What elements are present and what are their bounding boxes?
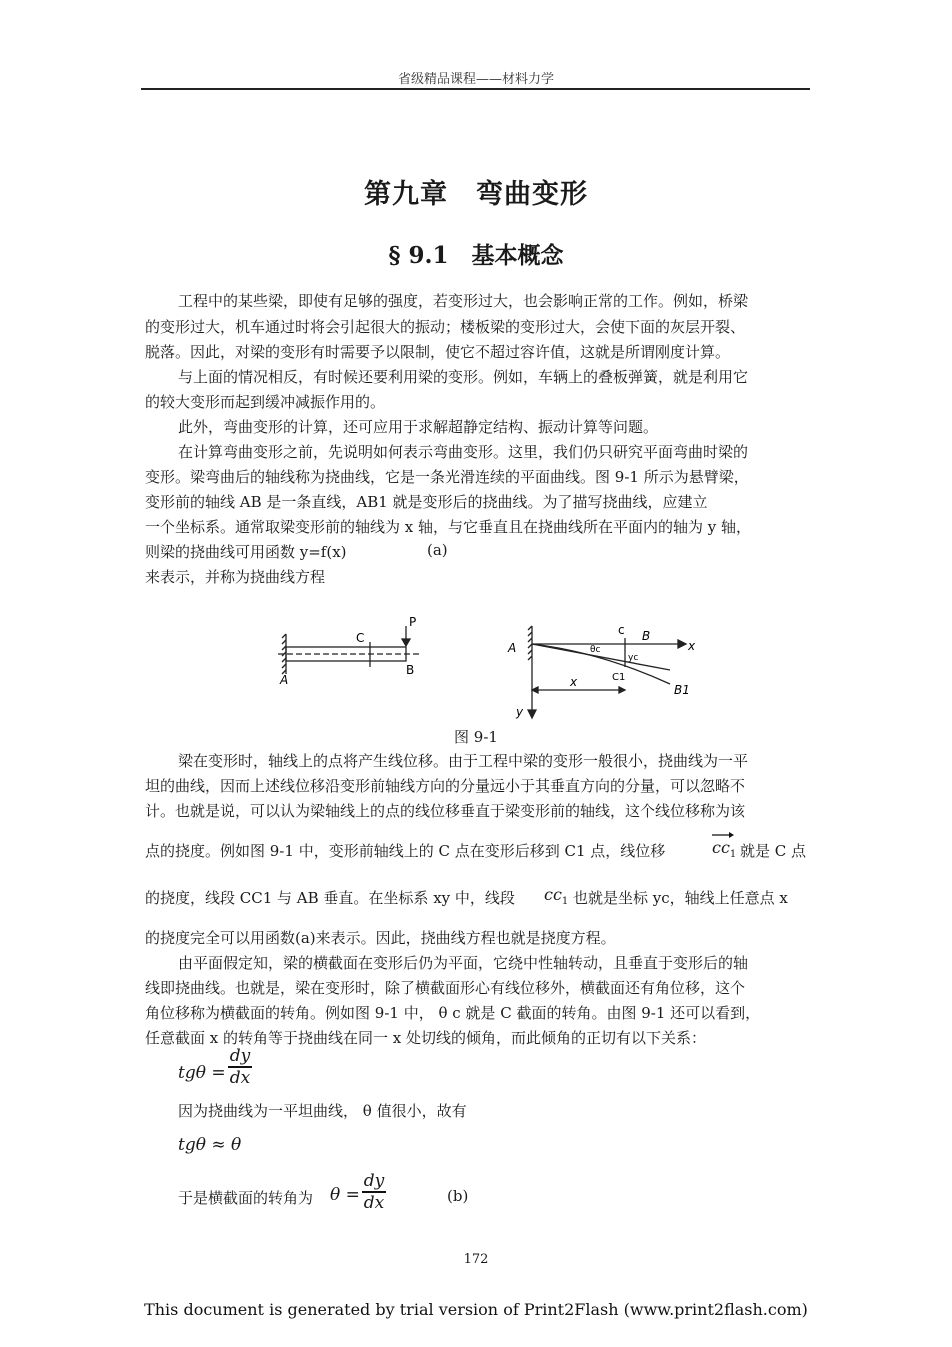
equation-theta-fraction <box>362 1172 386 1212</box>
text-line: 在计算弯曲变形之前，先说明如何表示弯曲变形。这里，我们仍只研究平面弯曲时梁的 <box>178 443 749 461</box>
fig-label-theta-c: θc <box>590 645 601 655</box>
text-line: 由平面假定知，梁的横截面在变形后仍为平面，它绕中性轴转动，且垂直于变形后的轴 <box>178 954 749 972</box>
text-line: 变形。梁弯曲后的轴线称为挠曲线，它是一条光滑连续的平面曲线。图 9-1 所示为悬臂梁， <box>145 468 749 486</box>
text-line-tail: 也就是坐标 yc，轴线上任意点 x <box>573 889 788 907</box>
page-header: 省级精品课程——材料力学 <box>397 72 554 87</box>
header-rule <box>141 88 810 90</box>
text-line: 的变形过大，机车通过时将会引起很大的振动；楼板梁的变形过大，会使下面的灰层开裂、 <box>145 318 746 336</box>
figure-9-1 <box>270 612 710 720</box>
fig-label-c2: c <box>618 623 625 637</box>
text-line: 梁在变形时，轴线上的点将产生线位移。由于工程中梁的变形一般很小，挠曲线为一平 <box>178 752 749 770</box>
text-line: 任意截面 x 的转角等于挠曲线在同一 x 处切线的倾角，而此倾角的正切有以下关系： <box>145 1029 706 1047</box>
beam-sketch-left <box>278 626 420 674</box>
fig-label-a: A <box>280 673 289 687</box>
vector-arrow-icon <box>712 832 734 838</box>
page-number: 172 <box>463 1252 489 1267</box>
segment-cc1 <box>544 885 568 907</box>
text-line: 的挠度，线段 CC1 与 AB 垂直。在坐标系 xy 中，线段 <box>145 889 515 907</box>
fig-label-c1: C1 <box>612 672 626 683</box>
fig-label-x-dim: x <box>570 675 578 689</box>
equation-label-b: (b) <box>447 1187 469 1205</box>
fraction-numerator: dy <box>363 1171 385 1191</box>
fig-label-x-axis: x <box>688 639 696 653</box>
text-line: 工程中的某些梁，即使有足够的强度，若变形过大，也会影响正常的工作。例如，桥梁 <box>178 292 749 310</box>
text-line: 与上面的情况相反，有时候还要利用梁的变形。例如，车辆上的叠板弹簧，就是利用它 <box>178 368 749 386</box>
text-line: 的较大变形而起到缓冲减振作用的。 <box>145 393 386 411</box>
footer-notice: This document is generated by trial version of Print2Flash (www.print2flash.com) <box>144 1300 808 1319</box>
text-line: 于是横截面的转角为 <box>178 1189 314 1207</box>
fraction-denominator: dx <box>229 1068 251 1088</box>
fig-label-b: B <box>406 663 415 677</box>
text-line: 的挠度完全可以用函数(a)来表示。因此，挠曲线方程也就是挠度方程。 <box>145 929 616 947</box>
fig-label-b1: B1 <box>674 683 690 697</box>
fig-label-c: C <box>356 631 365 645</box>
text-line: 因为挠曲线为一平坦曲线， θ 值很小，故有 <box>178 1102 467 1120</box>
equation-tg-fraction <box>228 1047 252 1087</box>
equation-theta-lhs: θ = <box>330 1185 360 1205</box>
fig-label-b2: B <box>642 629 651 643</box>
text-line: 则梁的挠曲线可用函数 y=f(x) <box>145 543 347 561</box>
text-line: 点的挠度。例如图 9-1 中，变形前轴线上的 C 点在变形后移到 C1 点，线位移 <box>145 842 666 860</box>
text-line: 此外，弯曲变形的计算，还可应用于求解超静定结构、振动计算等问题。 <box>178 418 659 436</box>
text-line: 变形前的轴线 AB 是一条直线，AB1 就是变形后的挠曲线。为了描写挠曲线，应建立 <box>145 493 708 511</box>
fig-label-a2: A <box>508 641 517 655</box>
beam-sketch-right <box>528 626 686 718</box>
text-line: 坦的曲线，因而上述线位移沿变形前轴线方向的分量远小于其垂直方向的分量，可以忽略不 <box>145 777 746 795</box>
fig-label-p: P <box>409 615 417 629</box>
equation-label-a: (a) <box>427 541 448 559</box>
equation-tg-lhs: tgθ = <box>178 1063 226 1083</box>
segment-base: cc <box>544 885 562 904</box>
fig-label-yc: yc <box>628 653 639 663</box>
fraction-numerator: dy <box>229 1046 251 1066</box>
text-line: 计。也就是说，可以认为梁轴线上的点的线位移垂直于梁变形前的轴线，这个线位移称为该 <box>145 802 746 820</box>
equation-approx: tgθ ≈ θ <box>178 1135 242 1155</box>
text-line: 来表示，并称为挠曲线方程 <box>145 568 326 586</box>
text-line-tail: 就是 C 点 <box>740 842 807 860</box>
text-line: 一个坐标系。通常取梁变形前的轴线为 x 轴，与它垂直且在挠曲线所在平面内的轴为 y 轴， <box>145 518 752 536</box>
segment-sub: 1 <box>561 896 569 908</box>
vector-base: cc <box>712 838 730 857</box>
fraction-denominator: dx <box>363 1193 385 1213</box>
figure-caption: 图 9-1 <box>454 728 498 746</box>
chapter-title: 第九章 弯曲变形 <box>364 179 588 210</box>
text-line: 线即挠曲线。也就是，梁在变形时，除了横截面形心有线位移外，横截面还有角位移，这个 <box>145 979 746 997</box>
vector-cc1 <box>712 838 736 860</box>
vector-sub: 1 <box>729 849 737 861</box>
text-line: 脱落。因此，对梁的变形有时需要予以限制，使它不超过容许值，这就是所谓刚度计算。 <box>145 343 731 361</box>
fig-label-y-axis: y <box>516 705 524 719</box>
section-title: § 9.1 基本概念 <box>388 242 564 269</box>
text-line: 角位移称为横截面的转角。例如图 9-1 中， θ c 就是 C 截面的转角。由图 9-1 还可以看到， <box>145 1004 761 1022</box>
